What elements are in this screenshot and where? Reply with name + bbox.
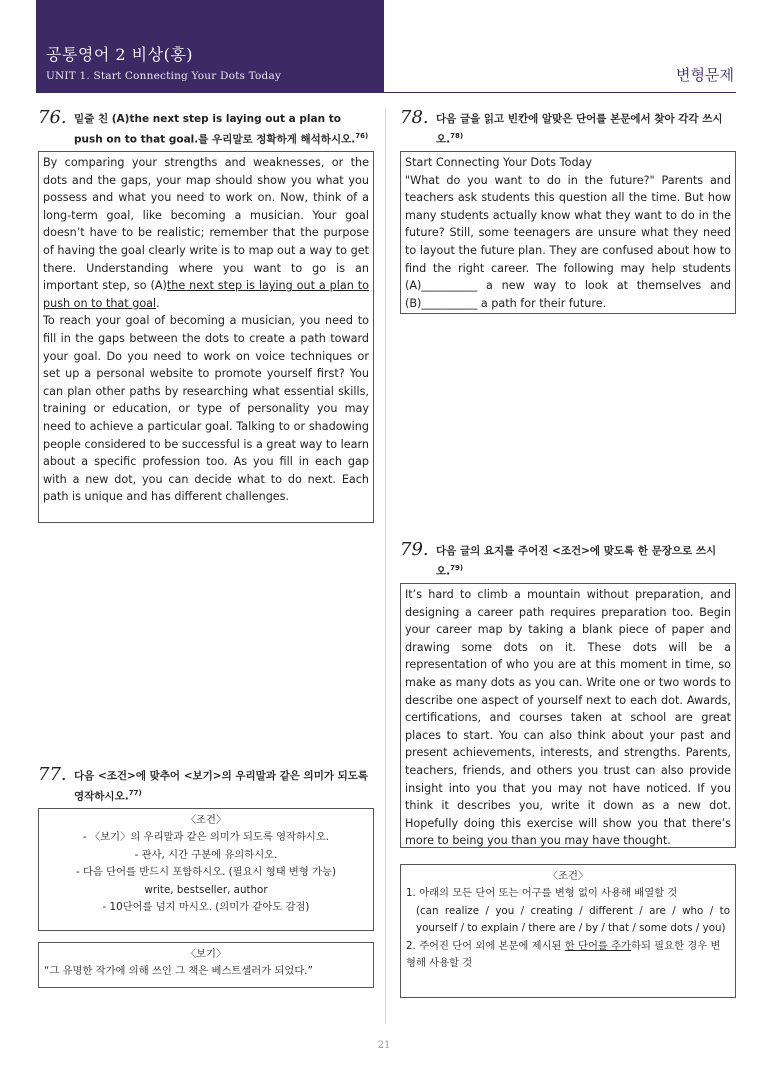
- header-rule: [36, 92, 736, 93]
- passage-box-76: [38, 151, 374, 523]
- footnote-ref: 79): [450, 564, 464, 572]
- example-title: 〈보기〉: [185, 948, 227, 960]
- condition-text: 2. 주어진 단어 외에 본문에 제시된: [406, 939, 565, 952]
- condition-box-79: [400, 864, 736, 998]
- question-instruction: 다음 글을 읽고 빈칸에 알맞은 단어를 본문에서 찾아 각각 쓰시오.: [436, 113, 723, 146]
- footnote-ref: 76): [355, 132, 369, 140]
- book-title: 공통영어 2 비상(홍): [46, 45, 194, 64]
- question-number: 78.: [400, 107, 429, 128]
- question-77: [38, 764, 372, 806]
- passage-paragraph: To reach your goal of becoming a musician, you need to fill in the gaps between the dots to create a path toward your goal. Do you need to work on voice techniques or set up a personal website to promote yourself first? You can plan other paths by researching what essential skills, training or education, or type of personality you may need to achieve a particular goal. Talking to or shadowing people considered to be successful is a great way to learn about a specific profession too. As you fill in each gap with a new dot, you can decide what to do next. Each path is unique and has different challenges.: [43, 314, 369, 504]
- footnote-ref: 78): [450, 132, 464, 140]
- footnote-ref: 77): [128, 789, 142, 797]
- condition-title: 〈조건〉: [547, 870, 589, 882]
- unit-title: UNIT 1. Start Connecting Your Dots Today: [46, 70, 282, 82]
- condition-line: write, bestseller, author: [144, 883, 268, 896]
- question-78: [400, 107, 734, 149]
- passage-paragraph: [43, 154, 369, 312]
- section-tag: 변형문제: [676, 66, 734, 84]
- question-76: [38, 107, 372, 149]
- page-number: 21: [377, 1040, 391, 1051]
- example-text: “그 유명한 작가에 의해 쓰인 그 책은 베스트셀러가 되었다.”: [44, 965, 313, 978]
- question-number: 79.: [400, 539, 429, 560]
- condition-line: - 다음 단어를 반드시 포함하시오. (필요시 형태 변형 가능): [75, 866, 337, 879]
- question-79: [400, 539, 734, 581]
- condition-box-77: [38, 808, 374, 931]
- passage-title: Start Connecting Your Dots Today: [405, 156, 593, 169]
- underlined-sentence: the next step is laying out a plan to push on to that goal: [43, 279, 369, 310]
- column-divider: [385, 108, 386, 1023]
- condition-line: - 10단어를 넘지 마시오. (의미가 같아도 감점): [102, 901, 310, 914]
- question-instruction: 다음 <조건>에 맞추어 <보기>의 우리말과 같은 의미가 되도록 영작하시오.: [74, 770, 369, 803]
- condition-line: 1. 아래의 모든 단어 또는 어구를 변형 없이 사용해 배열할 것: [406, 887, 678, 900]
- header-banner: [36, 0, 384, 92]
- example-box-77: [38, 942, 374, 988]
- question-number: 77.: [38, 764, 67, 785]
- question-number: 76.: [38, 107, 67, 128]
- condition-text: 하되 필요한 경우 변형해 사용할 것: [406, 939, 721, 970]
- question-instruction: 다음 글의 요지를 주어진 <조건>에 맞도록 한 문장으로 쓰시오.: [436, 545, 717, 578]
- passage-paragraph: "What do you want to do in the future?" Parents and teachers ask students this question all the time. But how many students actually know what they want to do in the future? Still, some teenagers are unsure what they need to layout the future plan. They are confused about how to find the right career. The following may help students (A)__________ a new way to look at themselves and (B)__________ a path for their future.: [405, 173, 731, 310]
- passage-box-78: [400, 151, 736, 314]
- passage-text: .: [156, 296, 160, 310]
- condition-line: [406, 938, 730, 973]
- passage-box-79: [400, 583, 736, 848]
- underlined-phrase: 한 단어를 추가: [564, 939, 632, 952]
- passage-text: By comparing your strengths and weaknesses, or the dots and the gaps, your map should show you what you possess and what you need to work on. Now, think of a long-term goal, like becoming a musician. Your goal doesn’t have to be realistic; remember that the purpose of having the goal clearly write is to map out a way to get there. Understanding where you want to go is an important step, so (A): [43, 156, 369, 293]
- condition-line: - 관사, 시간 구분에 유의하시오.: [134, 848, 278, 861]
- condition-line: - 〈보기〉의 우리말과 같은 의미가 되도록 영작하시오.: [82, 831, 330, 844]
- word-list: (can realize / you / creating / different / are / who / to yourself / to explain / there are / by / that / some dots / you): [416, 904, 730, 935]
- question-instruction: 밑줄 친 (A)the next step is laying out a plan to push on to that goal.를 우리말로 정확하게 해석하시오.: [74, 113, 356, 146]
- condition-title: 〈조건〉: [185, 814, 227, 826]
- passage-paragraph: It’s hard to climb a mountain without preparation, and designing a career path requires preparation too. Begin your career map by taking a blank piece of paper and drawing some dots on it. These dots will be a representation of who you are at this moment in time, so make as many dots as you can. Write one or two words to describe one aspect of yourself next to each dot. Awards, certifications, and courses taken at school are great places to start. You can also think about your past and present achievements, interests, and strengths. Parents, teachers, friends, and others you trust can also provide insight into you that you may not have noticed. If you think it describes you, write it down as a new dot. Hopefully doing this exercise will show you that there’s more to being you than you may have thought.: [405, 588, 731, 848]
